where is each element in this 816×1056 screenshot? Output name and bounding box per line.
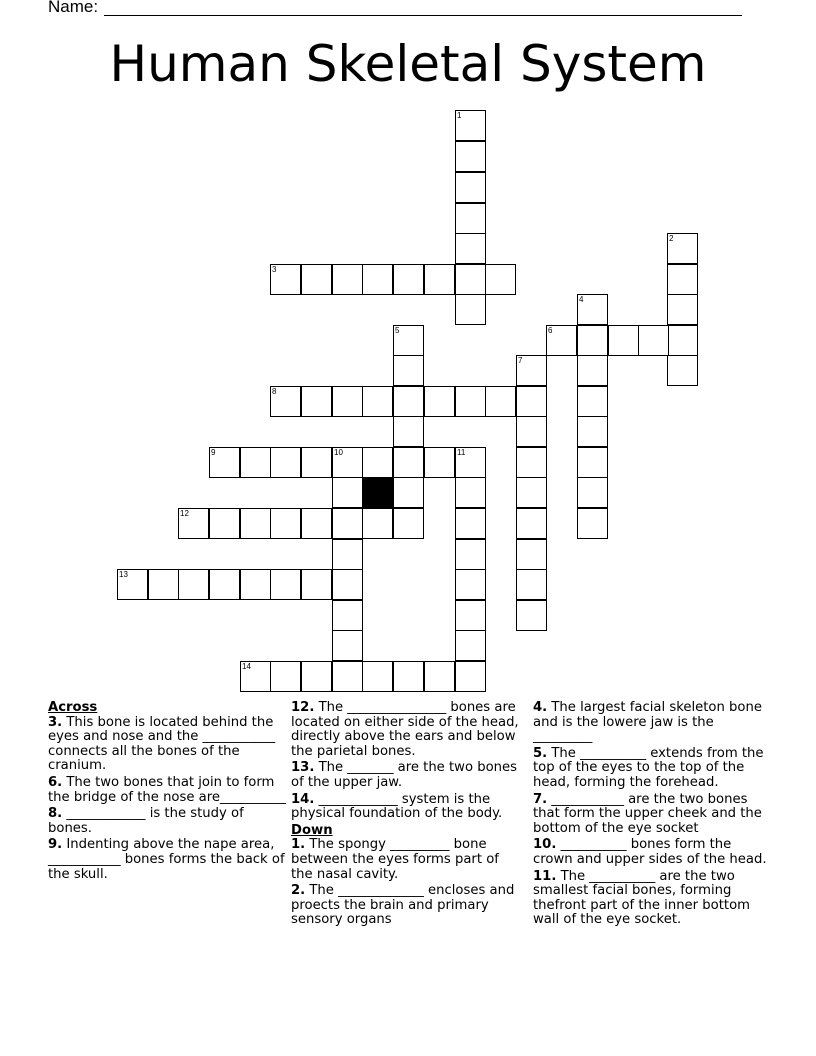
grid-cell[interactable] <box>516 569 547 600</box>
grid-cell[interactable] <box>455 630 486 661</box>
grid-cell[interactable] <box>667 233 698 264</box>
grid-cell[interactable] <box>577 325 608 356</box>
down-clue-list <box>291 838 523 928</box>
clue-item <box>533 838 769 867</box>
clue-text: ____________ is the study of bones. <box>48 806 244 836</box>
grid-cell[interactable] <box>485 386 516 417</box>
grid-cell[interactable] <box>332 508 363 539</box>
clue-number-label: 11. <box>533 868 557 884</box>
grid-cell[interactable] <box>577 508 608 539</box>
grid-cell[interactable] <box>455 264 486 295</box>
grid-cell[interactable] <box>485 264 516 295</box>
grid-cell[interactable] <box>455 141 486 172</box>
grid-cell[interactable] <box>393 355 424 386</box>
clue-item <box>533 747 769 791</box>
grid-cell[interactable] <box>270 508 301 539</box>
clue-item <box>291 838 523 882</box>
clues-column-1 <box>48 701 286 884</box>
grid-cell[interactable] <box>424 447 455 478</box>
clue-text: The largest facial skeleton bone and is the lowere jaw is the _________ <box>533 700 762 745</box>
grid-cell[interactable] <box>362 508 393 539</box>
grid-cell[interactable] <box>301 264 332 295</box>
clues-column-2 <box>291 701 523 930</box>
grid-cell[interactable] <box>455 294 486 325</box>
clue-item <box>48 838 286 882</box>
name-label: Name: <box>48 0 99 16</box>
clue-number: 12 <box>180 509 189 518</box>
grid-cell[interactable] <box>667 325 698 356</box>
grid-cell[interactable] <box>332 661 363 692</box>
grid-cell[interactable] <box>455 203 486 234</box>
grid-cell[interactable] <box>332 386 363 417</box>
grid-cell[interactable] <box>577 355 608 386</box>
grid-cell[interactable] <box>240 447 271 478</box>
grid-cell[interactable] <box>332 600 363 631</box>
clue-number: 1 <box>457 111 462 120</box>
grid-cell[interactable] <box>516 477 547 508</box>
grid-cell[interactable] <box>240 661 271 692</box>
grid-cell[interactable] <box>117 569 148 600</box>
grid-cell[interactable] <box>332 569 363 600</box>
grid-cell[interactable] <box>393 447 424 478</box>
grid-cell[interactable] <box>148 569 179 600</box>
clue-item <box>48 807 286 836</box>
clue-number-label: 13. <box>291 760 315 776</box>
grid-cell[interactable] <box>424 386 455 417</box>
grid-cell[interactable] <box>393 416 424 447</box>
across-clue-list-continued <box>291 701 523 822</box>
clue-number-label: 14. <box>291 791 315 807</box>
across-clue-list <box>48 716 286 883</box>
grid-cell[interactable] <box>209 447 240 478</box>
grid-cell[interactable] <box>393 264 424 295</box>
clue-number-label: 5. <box>533 745 548 761</box>
grid-cell[interactable] <box>577 447 608 478</box>
grid-cell[interactable] <box>301 386 332 417</box>
grid-cell[interactable] <box>455 508 486 539</box>
grid-cell[interactable] <box>424 661 455 692</box>
grid-cell[interactable] <box>362 264 393 295</box>
clue-text: __________ bones form the crown and upper sides of the head. <box>533 837 767 867</box>
grid-cell[interactable] <box>332 539 363 570</box>
clue-number: 7 <box>518 356 523 365</box>
grid-cell[interactable] <box>332 477 363 508</box>
grid-cell[interactable] <box>455 477 486 508</box>
clue-number: 6 <box>548 326 553 335</box>
clue-text: The spongy _________ bone between the eyes forms part of the nasal cavity. <box>291 837 499 882</box>
grid-cell[interactable] <box>209 508 240 539</box>
grid-cell[interactable] <box>516 539 547 570</box>
grid-cell[interactable] <box>270 569 301 600</box>
clue-number: 2 <box>669 234 674 243</box>
grid-cell[interactable] <box>455 600 486 631</box>
grid-cell[interactable] <box>516 447 547 478</box>
grid-cell[interactable] <box>577 477 608 508</box>
grid-cell[interactable] <box>455 569 486 600</box>
grid-cell[interactable] <box>577 416 608 447</box>
grid-cell[interactable] <box>240 569 271 600</box>
clue-number: 3 <box>272 265 277 274</box>
clue-number-label: 8. <box>48 806 63 822</box>
clue-text: This bone is located behind the eyes and nose and the ___________ connects all the bones of the cranium. <box>48 714 276 774</box>
across-header: Across <box>48 700 98 715</box>
grid-cell[interactable] <box>332 447 363 478</box>
grid-cell[interactable] <box>638 325 669 356</box>
clue-number-label: 1. <box>291 837 306 853</box>
clue-number-label: 9. <box>48 837 63 853</box>
grid-cell[interactable] <box>608 325 639 356</box>
grid-cell[interactable] <box>546 325 577 356</box>
clue-number: 8 <box>272 387 277 396</box>
grid-cell[interactable] <box>301 661 332 692</box>
clue-item <box>291 701 523 759</box>
clue-item <box>48 716 286 774</box>
grid-cell[interactable] <box>455 233 486 264</box>
clue-number: 9 <box>211 448 216 457</box>
grid-cell[interactable] <box>577 294 608 325</box>
grid-cell[interactable] <box>270 661 301 692</box>
grid-cell[interactable] <box>332 264 363 295</box>
grid-cell[interactable] <box>424 264 455 295</box>
grid-cell[interactable] <box>362 661 393 692</box>
grid-cell[interactable] <box>209 569 240 600</box>
grid-cell[interactable] <box>455 539 486 570</box>
clue-number-label: 6. <box>48 774 63 790</box>
grid-cell[interactable] <box>393 325 424 356</box>
clue-text: The _______________ bones are located on either side of the head, directly above the ears and below the parietal bones. <box>291 700 519 759</box>
clue-number-label: 2. <box>291 883 306 899</box>
grid-cell[interactable] <box>393 477 424 508</box>
clue-number: 14 <box>242 662 251 671</box>
grid-cell[interactable] <box>455 110 486 141</box>
clue-number-label: 3. <box>48 714 63 730</box>
clue-number: 13 <box>119 570 128 579</box>
grid-cell[interactable] <box>362 447 393 478</box>
clue-text: ____________ system is the physical foundation of the body. <box>291 791 503 822</box>
grid-cell[interactable] <box>516 355 547 386</box>
clue-item <box>48 776 286 805</box>
grid-cell[interactable] <box>577 386 608 417</box>
grid-cell[interactable] <box>455 172 486 203</box>
grid-cell[interactable] <box>270 447 301 478</box>
clue-number: 5 <box>395 326 400 335</box>
grid-cell[interactable] <box>178 569 209 600</box>
down-clue-list-continued <box>533 701 769 928</box>
grid-cell[interactable] <box>301 447 332 478</box>
clue-number: 11 <box>457 448 466 457</box>
clue-item <box>291 884 523 928</box>
grid-cell[interactable] <box>332 630 363 661</box>
clue-item <box>291 793 523 822</box>
grid-cell[interactable] <box>393 508 424 539</box>
grid-cell[interactable] <box>516 386 547 417</box>
grid-cell[interactable] <box>362 386 393 417</box>
down-header: Down <box>291 822 333 838</box>
clue-number-label: 7. <box>533 791 548 807</box>
grid-cell[interactable] <box>393 386 424 417</box>
clue-text: The __________ are the two smallest facial bones, forming thefront part of the inner bottom wall of the eye socket. <box>533 868 750 928</box>
clue-text: The two bones that join to form the bridge of the nose are__________ <box>48 774 286 805</box>
grid-cell[interactable] <box>240 508 271 539</box>
page-title: Human Skeletal System <box>109 35 707 93</box>
clue-text: The __________ extends from the top of the eyes to the top of the head, forming the forehead. <box>533 745 764 790</box>
grid-cell[interactable] <box>455 386 486 417</box>
clue-item <box>533 701 769 745</box>
clue-number: 10 <box>334 448 343 457</box>
grid-cell[interactable] <box>393 661 424 692</box>
blocked-cell <box>362 477 393 508</box>
clue-number-label: 12. <box>291 700 315 715</box>
grid-cell[interactable] <box>667 264 698 295</box>
clues-column-3 <box>533 701 769 930</box>
grid-cell[interactable] <box>516 416 547 447</box>
clue-item <box>291 761 523 790</box>
grid-cell[interactable] <box>178 508 209 539</box>
clue-text: The _____________ encloses and proects the brain and primary sensory organs <box>291 883 515 928</box>
clue-item <box>533 793 769 837</box>
clue-text: ___________ are the two bones that form the upper cheek and the bottom of the eye socket <box>533 791 762 836</box>
clue-text: Indenting above the nape area, ___________ bones forms the back of the skull. <box>48 837 285 882</box>
grid-cell[interactable] <box>301 508 332 539</box>
grid-cell[interactable] <box>455 447 486 478</box>
clue-text: The _______ are the two bones of the upper jaw. <box>291 760 517 790</box>
grid-cell[interactable] <box>301 569 332 600</box>
clue-number-label: 10. <box>533 837 557 853</box>
grid-cell[interactable] <box>270 386 301 417</box>
clue-item <box>533 870 769 928</box>
grid-cell[interactable] <box>667 294 698 325</box>
grid-cell[interactable] <box>667 355 698 386</box>
clue-number: 4 <box>579 295 584 304</box>
grid-cell[interactable] <box>516 600 547 631</box>
grid-cell[interactable] <box>516 508 547 539</box>
grid-cell[interactable] <box>455 661 486 692</box>
clue-number-label: 4. <box>533 700 548 715</box>
grid-cell[interactable] <box>270 264 301 295</box>
